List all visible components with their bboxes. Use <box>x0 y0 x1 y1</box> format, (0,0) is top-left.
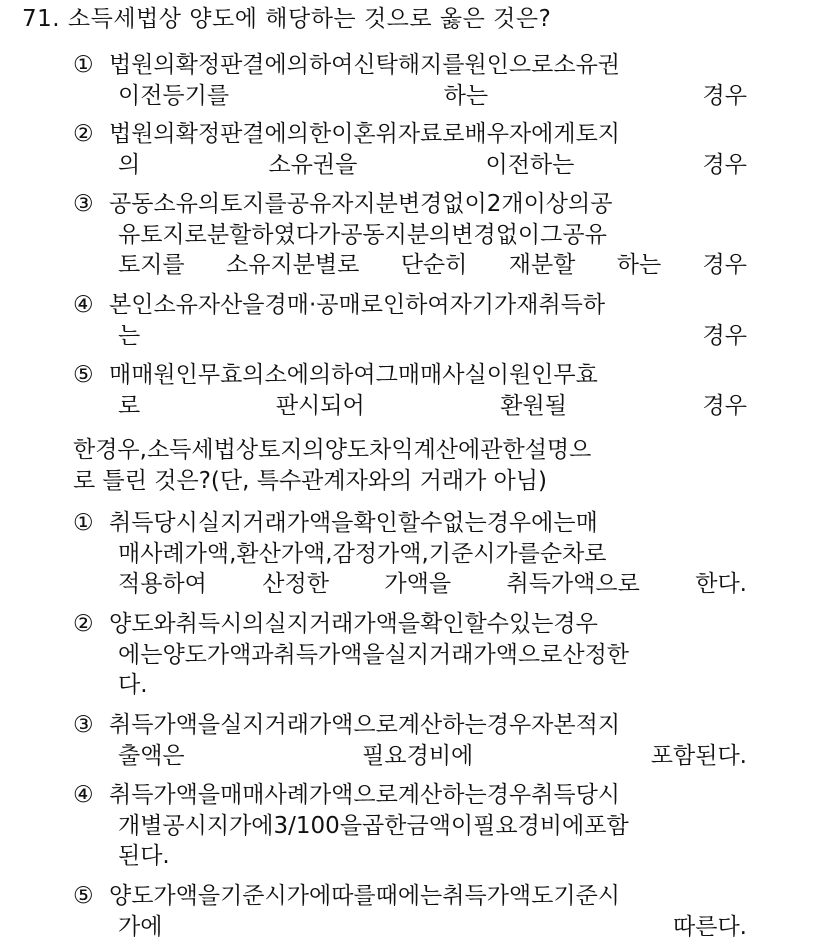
word: 없는 <box>442 510 487 536</box>
option-line: 토지를 소유지분별로 단순히 재분할 하는 경우 <box>118 252 747 278</box>
word: 의하여 <box>286 52 354 78</box>
word: 공유자지분 <box>286 191 398 217</box>
option-line <box>109 609 747 640</box>
word: 공 <box>590 191 613 217</box>
word: 원인으로 <box>464 52 554 78</box>
option-line <box>109 881 747 912</box>
option-line <box>109 710 747 741</box>
option-line: 로 판시되어 환원될 경우 <box>118 392 747 419</box>
question-number: 71. <box>22 6 61 32</box>
word: 경우 <box>553 611 598 637</box>
word: 한 <box>73 437 96 463</box>
option-marker: ② <box>73 611 94 637</box>
q71-option-5[interactable] <box>73 360 747 421</box>
word: 매매사례가액으로 <box>220 782 398 808</box>
word: 자기가 <box>449 292 517 318</box>
word: 에는 <box>118 641 163 668</box>
word: 기준시 <box>553 883 621 909</box>
word: 산정한 <box>562 641 630 668</box>
q71-option-2[interactable] <box>73 119 747 180</box>
option-line <box>109 508 747 539</box>
word: 경우 <box>486 712 532 738</box>
option-line: 이전등기를 하는 경우 <box>118 82 747 109</box>
word: 확정판결에 <box>175 121 287 147</box>
word: 소에 <box>264 362 309 388</box>
word: 양도와 <box>109 611 176 637</box>
word: 경우, <box>95 437 147 463</box>
word: 신탁해지를 <box>353 52 465 78</box>
word: 분할하였다가 <box>206 221 341 248</box>
option-line <box>109 189 747 220</box>
option-marker: ⑤ <box>73 362 94 388</box>
option-line <box>109 119 747 150</box>
word: 필요경비에 <box>473 812 585 839</box>
word: 공동지분의 <box>340 221 452 248</box>
word: 공동소유의 <box>109 191 221 217</box>
word: 변경없이 <box>397 191 487 217</box>
option-marker: ④ <box>73 292 94 318</box>
stem-line: 로 틀린 것은?(단, 특수관계자와의 거래가 아님) <box>73 468 547 494</box>
word: 소득세법상 <box>146 437 259 463</box>
option-line <box>109 290 747 321</box>
word: 이상의 <box>523 191 591 217</box>
word: 의한 <box>286 121 332 147</box>
option-line: 의 소유권을 이전하는 경우 <box>118 151 747 178</box>
word: 실지거래가액을 <box>197 510 354 536</box>
word: 인하여 <box>382 292 450 318</box>
word: 공유 <box>562 221 607 248</box>
option-line <box>118 640 747 671</box>
word: 배우자에게 <box>464 121 576 147</box>
word: 확정판결에 <box>175 52 287 78</box>
word: 그 <box>375 362 398 388</box>
word: 확인할 <box>420 611 487 637</box>
word: 유토지로 <box>118 221 207 248</box>
word: 따를 <box>331 883 376 909</box>
option-line <box>109 360 747 391</box>
word: 양도가액을 <box>109 883 221 909</box>
word: 설명으 <box>524 437 592 463</box>
question-stem <box>73 435 747 497</box>
option-marker: ④ <box>73 782 94 808</box>
option-line <box>118 220 747 251</box>
q72-option-1[interactable] <box>73 508 747 600</box>
word: 취득가액을 <box>273 641 385 668</box>
question-text: 소득세법상 양도에 해당하는 것으로 옳은 것은? <box>67 6 552 32</box>
word: 경우에는 <box>486 510 576 536</box>
word: 경우 <box>486 782 532 808</box>
word: 수 <box>486 611 509 637</box>
word: 양도차익계산에 <box>324 437 481 463</box>
word: 수 <box>420 510 443 536</box>
option-marker: ③ <box>73 191 94 217</box>
option-line: 적용하여 산정한 가액을 취득가액으로 한다. <box>118 571 747 597</box>
option-line <box>109 50 747 81</box>
word: 순차로 <box>539 540 607 567</box>
word: 취득가액을 <box>109 712 221 738</box>
option-marker: ① <box>73 510 94 536</box>
word: 토지의 <box>258 437 325 463</box>
option-line: 는 경우 <box>118 322 747 349</box>
word: 계산하는 <box>397 782 487 808</box>
word: 무효의 <box>197 362 265 388</box>
word: 자본적 <box>531 712 598 738</box>
word: 감정가액, <box>332 540 429 567</box>
option-line: 출액은 필요경비에 포함된다. <box>118 742 747 769</box>
word: 경매·공매로 <box>264 292 383 318</box>
word: 매 <box>575 510 598 536</box>
word: 매 <box>118 540 141 567</box>
option-marker: ⑤ <box>73 883 94 909</box>
word: 토지 <box>575 121 621 147</box>
word: 곱한 <box>362 812 407 839</box>
option-line: 다. <box>118 672 148 698</box>
word: 기준시가에 <box>220 883 332 909</box>
word: 매매원인 <box>109 362 198 388</box>
word: 매매사실이 <box>397 362 509 388</box>
word: 지 <box>597 712 621 738</box>
word: 포함 <box>584 812 629 839</box>
word: 의하여 <box>308 362 376 388</box>
word: 재취득하 <box>516 292 606 318</box>
word: 환산가액, <box>236 540 333 567</box>
word: 취득가액도 <box>442 883 554 909</box>
word: 그 <box>540 221 563 248</box>
q72-option-3[interactable] <box>73 710 747 771</box>
word: 실지거래가액을 <box>264 611 421 637</box>
word: 때에는 <box>375 883 443 909</box>
word: 취득당시 <box>109 510 198 536</box>
word: 확인할 <box>353 510 421 536</box>
word: 개별공시지가에 <box>118 812 274 839</box>
option-line <box>118 811 747 842</box>
word: 소유권 <box>553 52 621 78</box>
question-71-title <box>22 4 551 34</box>
word: 본인 <box>109 292 154 318</box>
word: 실지거래가액으로 <box>220 712 398 738</box>
q72-option-2[interactable] <box>73 609 747 701</box>
option-marker: ③ <box>73 712 94 738</box>
word: 관한 <box>480 437 525 463</box>
option-line: 가에 따른다. <box>118 913 747 940</box>
q71-option-1[interactable] <box>73 50 747 111</box>
word: 법원의 <box>109 52 176 78</box>
word: 토지를 <box>220 191 287 217</box>
word: 기준시가를 <box>428 540 540 567</box>
word: 소유자산을 <box>153 292 265 318</box>
word: 금액이 <box>406 812 474 839</box>
word: 이혼위자료로 <box>331 121 465 147</box>
q72-option-4[interactable] <box>73 780 747 872</box>
stem-line <box>73 435 747 466</box>
option-line <box>118 539 747 570</box>
word: 있는 <box>508 611 554 637</box>
word: 사례가액, <box>140 540 237 567</box>
word: 양도가액과 <box>162 641 274 668</box>
q72-option-5[interactable] <box>73 881 747 942</box>
word: 변경없이 <box>451 221 541 248</box>
option-line: 된다. <box>118 843 170 869</box>
word: 실지거래가액으로 <box>384 641 563 668</box>
word: 원인무효 <box>508 362 598 388</box>
option-marker: ① <box>73 52 94 78</box>
word: 취득시의 <box>175 611 265 637</box>
word: 2개 <box>486 191 524 217</box>
word: 3/100을 <box>273 812 363 839</box>
word: 법원의 <box>109 121 176 147</box>
q71-option-3[interactable] <box>73 189 747 281</box>
word: 계산하는 <box>397 712 487 738</box>
q71-option-4[interactable] <box>73 290 747 351</box>
option-marker: ② <box>73 121 94 147</box>
word: 취득가액을 <box>109 782 221 808</box>
option-line <box>109 780 747 811</box>
word: 취득당시 <box>531 782 621 808</box>
